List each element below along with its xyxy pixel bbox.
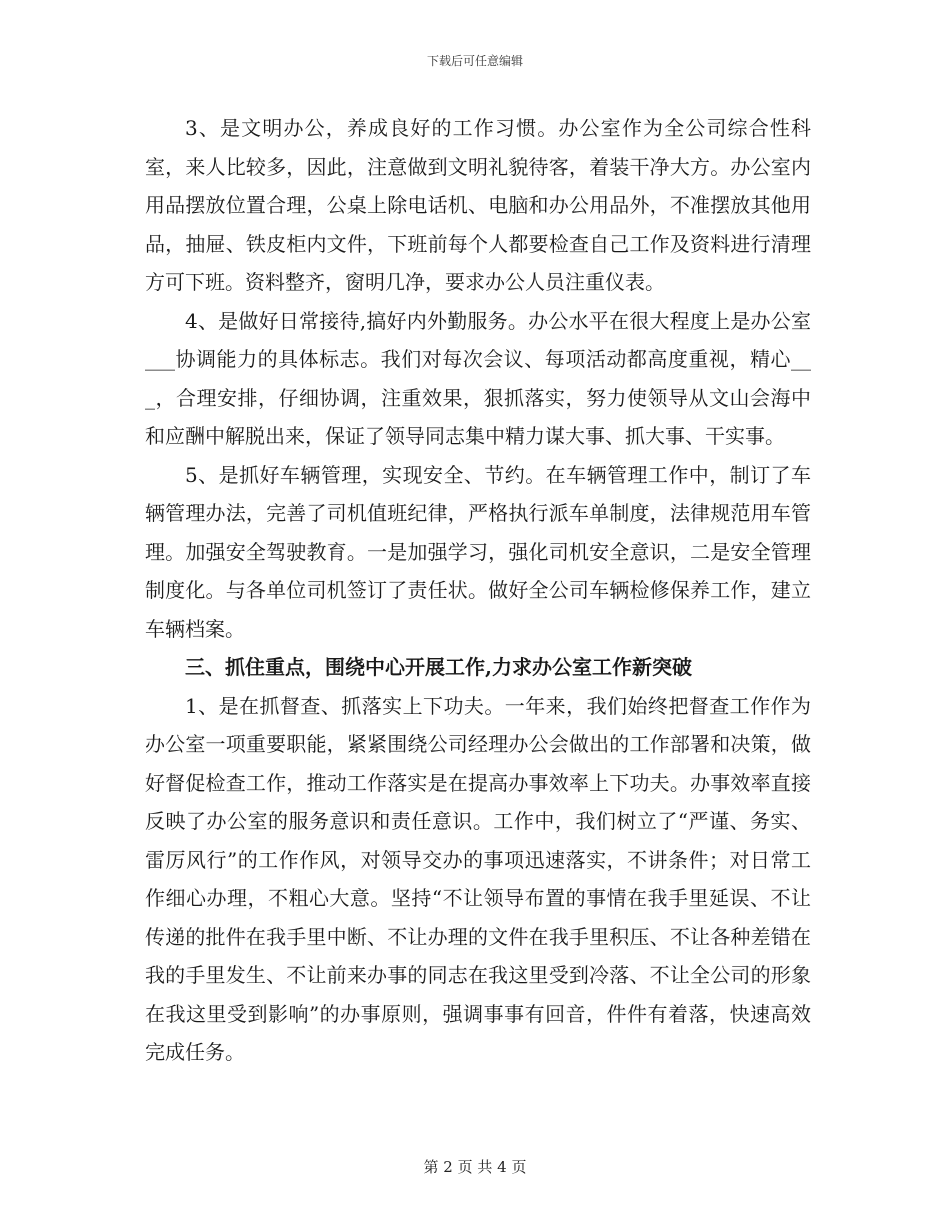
paragraph-item-5: 5、是抓好车辆管理，实现安全、节约。在车辆管理工作中，制订了车辆管理办法，完善了司机值班纪律，严格执行派车单制度，法律规范用车管理。加强安全驾驶教育。一是加强学习，强化司机安全意识，二是安全管理制度化。与各单位司机签订了责任状。做好全公司车辆检修保养工作，建立车辆档案。	[145, 462, 811, 641]
section-paragraph-item-1: 1、是在抓督查、抓落实上下功夫。一年来，我们始终把督查工作作为办公室一项重要职能，紧紧围绕公司经理办公会做出的工作部署和决策，做好督促检查工作，推动工作落实是在提高办事效率上下功夫。办事效率直接反映了办公室的服务意识和责任意识。工作中，我们树立了“严谨、务实、雷厉风行”的工作作风，对领导交办的事项迅速落实，不讲条件；对日常工作细心办理，不粗心大意。坚持“不让领导布置的事情在我手里延误、不让传递的批件在我手里中断、不让办理的文件在我手里积压、不让各种差错在我的手里发生、不让前来办事的同志在我这里受到冷落、不让全公司的形象在我这里受到影响”的办事原则，强调事事有回音，件件有着落，快速高效完成任务。	[145, 693, 811, 1064]
page-number-footer: 第 2 页 共 4 页	[423, 1158, 527, 1176]
page-header-note: 下载后可任意编辑	[426, 54, 523, 68]
paragraph-item-3: 3、是文明办公，养成良好的工作习惯。办公室作为全公司综合性科室，来人比较多，因此，注意做到文明礼貌待客，着装干净大方。办公室内用品摆放位置合理，公桌上除电话机、电脑和办公用品外，不准摆放其他用品，抽屉、铁皮柜内文件，下班前每个人都要检查自己工作及资料进行清理方可下班。资料整齐，窗明几净，要求办公人员注重仪表。	[145, 116, 811, 294]
document-body	[145, 109, 811, 1072]
section-heading: 三、抓住重点，围绕中心开展工作,力求办公室工作新突破	[185, 655, 692, 679]
paragraph-item-4: 4、是做好日常接待,搞好内外勤服务。办公水平在很大程度上是办公室___协调能力的具体标志。我们对每次会议、每项活动都高度重视，精心___，合理安排，仔细协调，注重效果，狠抓落实，努力使领导从文山会海中和应酬中解脱出来，保证了领导同志集中精力谋大事、抓大事、干实事。	[145, 308, 811, 448]
